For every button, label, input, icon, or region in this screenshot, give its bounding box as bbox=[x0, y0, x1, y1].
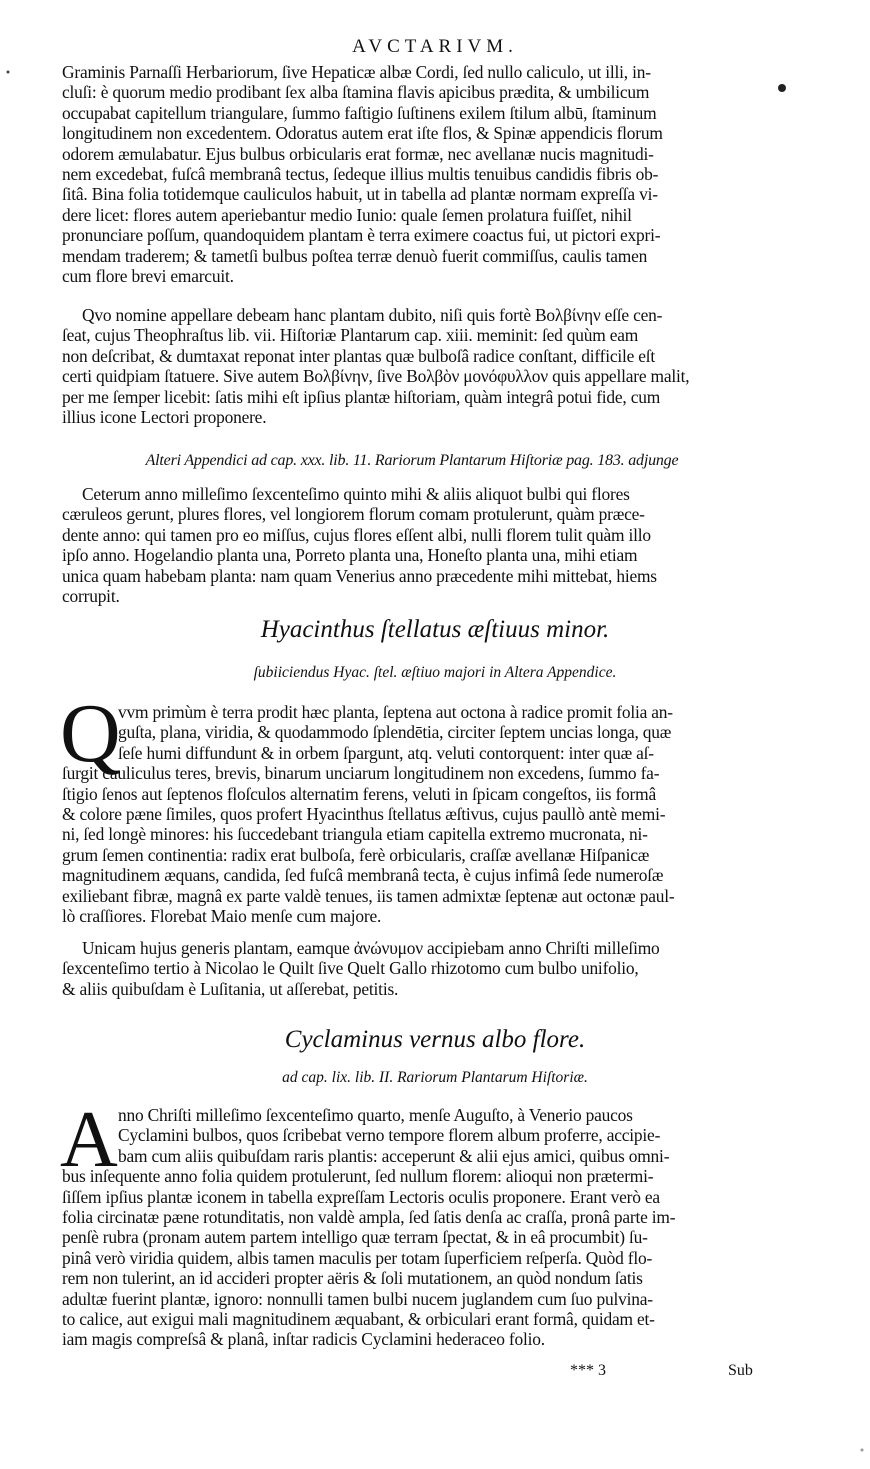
text-line: illius icone Lectori proponere. bbox=[62, 406, 267, 427]
text-line: ni, ſed longè minores: his ſuccedebant triangula etiam capitella extremo mucronata, ni- bbox=[62, 824, 648, 845]
text-line: cæruleos gerunt, plures flores, vel longiorem florum comam protulerunt, quàm præce- bbox=[62, 504, 645, 525]
text-line: Unicam hujus generis plantam, eamque ἀνώνυμον accipiebam anno Chriſti milleſimo bbox=[82, 938, 660, 958]
text-line: Graminis Parnaſſi Herbariorum, ſive Hepaticæ albæ Cordi, ſed nullo caliculo, ut illi, in- bbox=[62, 62, 651, 82]
text-line: guſta, plana, viridia, & quodammodo ſplendētia, circiter ſeptem uncias longa, quæ bbox=[118, 722, 672, 743]
text-line: exiliebant fibræ, magnâ ex parte valdè tenues, iis tamen admixtæ ſeptenæ aut octonæ paul- bbox=[62, 885, 675, 906]
text-line: certi quidpiam ſtatuere. Sive autem Βολβίνην, ſive Βολβὸν μονόφυλλον quis appellare malit, bbox=[62, 366, 690, 387]
running-head: AVCTARIVM. bbox=[352, 36, 518, 57]
text-line: pronunciare poſſum, quandoquidem plantam è terra eximere coactus fui, ut pictori expri- bbox=[62, 225, 661, 246]
paragraph-anno bbox=[62, 1105, 762, 1350]
text-line: pinâ verò viridia quidem, albis tamen maculis per totam ſuperficiem reſperſa. Quòd flo- bbox=[62, 1247, 653, 1268]
text-line: cluſi: è quorum medio prodibant ſex alba ſtamina flavis apicibus prædita, & umbilicum bbox=[62, 82, 650, 103]
text-line: iam magis compreſsâ & planâ, inſtar radicis Cyclamini hederaceo folio. bbox=[62, 1329, 545, 1350]
text-line: unica quam habebam planta: nam quam Venerius anno præcedente mihi mittebat, hiems bbox=[62, 565, 657, 586]
text-line: non deſcribat, & dumtaxat reponat inter plantas quæ bulboſâ radice conſtant, difficile eſt bbox=[62, 345, 656, 366]
drop-cap-q: Q bbox=[60, 687, 121, 780]
drop-cap-a: A bbox=[60, 1096, 118, 1184]
text-line: Cyclamini bulbos, quos ſcribebat verno tempore florem album proferre, accipie- bbox=[118, 1125, 661, 1146]
paragraph-nomine bbox=[62, 305, 762, 427]
appendix-note bbox=[62, 451, 762, 471]
text-line: to calice, aut exigui mali magnitudinem æquabant, & orbiculari erant formâ, quidam et- bbox=[62, 1308, 655, 1329]
text-line: odorem æmulabatur. Ejus bulbus orbicularis erat formæ, nec avellanæ nucis magnitudi- bbox=[62, 143, 654, 164]
text-line: longitudinem non excedentem. Odoratus autem erat iſte flos, & Spinæ appendicis florum bbox=[62, 123, 663, 144]
text-line: mendam traderem; & tametſi bulbus poſtea terræ denuò fuerit commiſſus, caulis tamen bbox=[62, 245, 648, 266]
text-line: magnitudinem æquans, candida, ſed fuſcâ membranâ tecta, è cujus infimâ ſede numeroſæ bbox=[62, 865, 664, 886]
text-line: Ceterum anno milleſimo ſexcenteſimo quinto mihi & aliis aliquot bulbi qui flores bbox=[82, 484, 630, 504]
text-line: ipſo anno. Hogelandio planta una, Porreto planta una, Honeſto planta una, mihi etiam bbox=[62, 545, 638, 566]
text-line: ſiſſem ipſius plantæ iconem in tabella expreſſam Lectoris oculis proponere. Erant verò ea bbox=[62, 1186, 660, 1207]
text-line: & aliis quibuſdam è Luſitania, ut aſſerebat, petitis. bbox=[62, 978, 399, 999]
text-line: ſeſe humi diffundunt & in orbem ſpargunt, atq. veluti contorquent: inter quæ aſ- bbox=[118, 742, 654, 763]
paragraph-ceterum bbox=[62, 484, 762, 606]
text-line: vvm primùm è terra prodit hæc planta, ſeptena aut octona à radice promit folia an- bbox=[118, 702, 673, 722]
text-line: & colore pæne ſimiles, quos profert Hyacinthus ſtellatus æſtivus, cujus paullò antè memi- bbox=[62, 803, 666, 824]
text-line: folia circinatæ pæne rotunditatis, non valdè ampla, ſed ſatis denſa ac craſſa, pronâ parte im- bbox=[62, 1206, 676, 1227]
section-heading-hyacinthus: Hyacinthus ſtellatus æſtiuus minor. bbox=[260, 616, 610, 643]
text-line: penſè rubra (pronam autem partem intelligo quæ terram ſpectat, & in eâ procumbit) ſu- bbox=[62, 1227, 648, 1248]
paragraph-quum bbox=[62, 702, 762, 926]
text-line: per me ſemper licebit: ſatis mihi eſt ipſius plantæ hiſtoriam, quàm integrâ potui fide, cum bbox=[62, 386, 661, 407]
text-line: dere licet: flores autem aperiebantur medio Iunio: quale ſemen prolatura fuiſſet, nihil bbox=[62, 204, 632, 225]
text-line: ſeat, cujus Theophraſtus lib. vii. Hiſtoriæ Plantarum cap. xiii. meminit: ſed quùm eam bbox=[62, 325, 639, 346]
section-heading-cyclaminus: Cyclaminus vernus albo flore. bbox=[284, 1026, 586, 1053]
text-line: dente anno: qui tamen pro eo miſſus, cujus flores eſſent albi, nulli florem tulit quàm illo bbox=[62, 524, 651, 545]
catchword: Sub bbox=[728, 1362, 753, 1379]
text-line: Qvo nomine appellare debeam hanc plantam dubito, niſi quis fortè Βολβίνην eſſe cen- bbox=[82, 305, 663, 325]
paragraph-unicam bbox=[62, 938, 762, 999]
text-line: grum ſemen continentia: radix erat bulboſa, ferè orbicularis, craſſæ avellanæ Hiſpanicæ bbox=[62, 844, 650, 865]
text-line: corrupit. bbox=[62, 585, 120, 606]
appendix-note-text: Alteri Appendici ad cap. xxx. lib. 11. Rariorum Plantarum Hiſtoriæ pag. 183. adjunge bbox=[145, 452, 679, 469]
text-line: bus inſequente anno folia quidem protulerunt, ſed nullum florem: alioqui non prætermi- bbox=[62, 1166, 654, 1187]
text-line: rem non tulerint, an id accideri propter aëris & ſoli mutationem, an quòd nondum ſatis bbox=[62, 1268, 643, 1289]
paragraph-intro bbox=[62, 62, 762, 286]
text-line: lò craſſiores. Florebat Maio menſe cum majore. bbox=[62, 905, 382, 926]
text-line: adultæ fuerint plantæ, ignoro: nonnulli tamen bulbi nucem juglandem cum ſuo pulvina- bbox=[62, 1288, 653, 1309]
section-subheading-cyclaminus: ad cap. lix. lib. II. Rariorum Plantarum Hiſtoriæ. bbox=[282, 1069, 588, 1086]
section-subheading-hyacinthus: ſubiiciendus Hyac. ſtel. æſtiuo majori in Altera Appendice. bbox=[253, 664, 617, 681]
text-line: ſtigio ſenos aut ſeptenos floſculos alternatim ferens, veluti in ſpicam congeſtos, iis formâ bbox=[62, 783, 656, 804]
text-line: ſitâ. Bina folia totidemque cauliculos habuit, ut in tabella ad plantæ normam expreſſa vi- bbox=[62, 184, 658, 205]
text-line: ſurgit cauliculus teres, brevis, binarum unciarum longitudinem non excedens, ſummo fa- bbox=[62, 763, 660, 784]
signature-mark: *** 3 bbox=[570, 1362, 606, 1379]
text-line: ſexcenteſimo tertio à Nicolao le Quilt ſive Quelt Gallo rhizotomo cum bulbo unifolio, bbox=[62, 958, 639, 979]
text-line: nem excedebat, fuſcâ membranâ tectus, ſedeque illius multis tenuibus candidis fibris ob- bbox=[62, 163, 659, 184]
text-line: cum flore brevi emarcuit. bbox=[62, 265, 234, 286]
text-line: bam cum aliis quibuſdam raris plantis: acceperunt & alii ejus amici, quibus omni- bbox=[118, 1145, 670, 1166]
text-line: occupabat capitellum triangulare, ſummo faſtigio ſuſtinens exilem ſtilum albū, ſtaminum bbox=[62, 102, 657, 123]
text-line: nno Chriſti milleſimo ſexcenteſimo quarto, menſe Auguſto, à Venerio paucos bbox=[118, 1105, 633, 1125]
